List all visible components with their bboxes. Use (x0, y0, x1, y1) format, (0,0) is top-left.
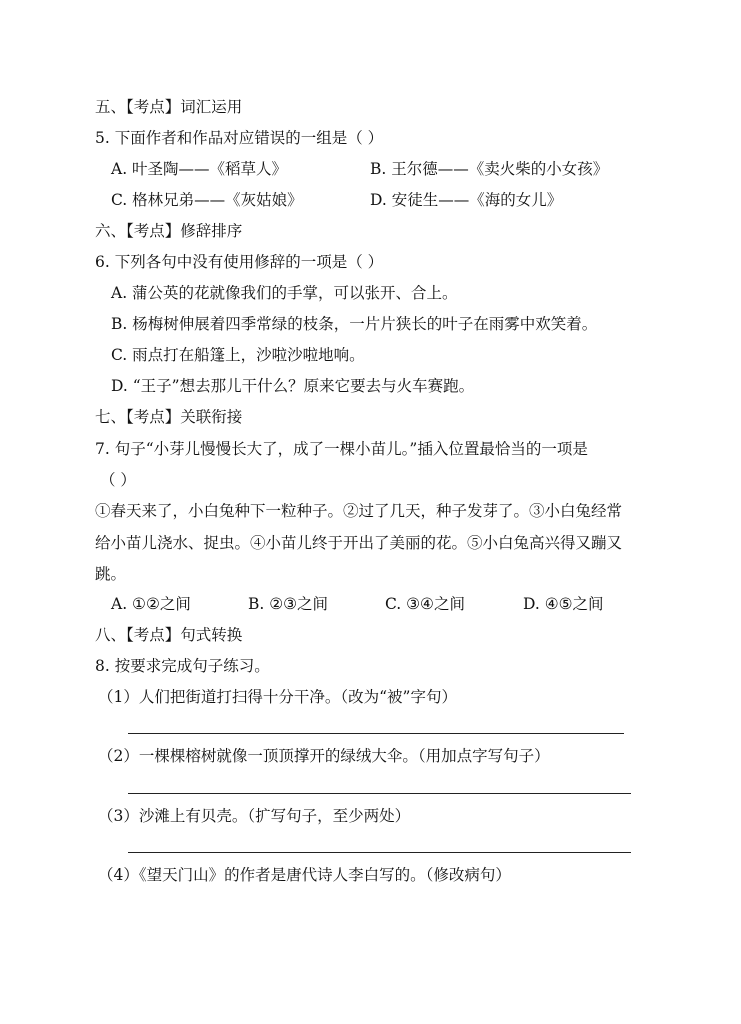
q7-option-c: C. ③④之间 (385, 595, 465, 613)
q8-answer-line-2[interactable] (128, 793, 631, 794)
section-heading-7: 七、【考点】关联衔接 (95, 408, 243, 426)
section-heading-6: 六、【考点】修辞排序 (95, 222, 243, 240)
question-8-stem: 8. 按要求完成句子练习。 (95, 657, 270, 675)
question-6-stem: 6. 下列各句中没有使用修辞的一项是（ ） (95, 253, 384, 271)
q6-option-a: A. 蒲公英的花就像我们的手掌，可以张开、合上。 (111, 284, 458, 302)
q5-option-b: B. 王尔德——《卖火柴的小女孩》 (370, 160, 609, 178)
q8-item-1: （1）人们把街道打扫得十分干净。（改为“被”字句） (98, 688, 457, 706)
q6-option-d: D. “王子”想去那儿干什么？原来它要去与火车赛跑。 (111, 377, 475, 395)
q8-item-2: （2）一棵棵榕树就像一顶顶撑开的绿绒大伞。（用加点字写句子） (98, 747, 550, 765)
q5-option-d: D. 安徒生——《海的女儿》 (370, 191, 563, 209)
q7-option-a: A. ①②之间 (111, 595, 191, 613)
q7-option-b: B. ②③之间 (248, 595, 329, 613)
q7-option-d: D. ④⑤之间 (523, 595, 604, 613)
q6-option-c: C. 雨点打在船篷上，沙啦沙啦地响。 (111, 346, 365, 364)
q7-passage-line-2: 给小苗儿浇水、捉虫。④小苗儿终于开出了美丽的花。⑤小白兔高兴得又蹦又 (95, 534, 623, 552)
q7-passage-line-3: 跳。 (95, 565, 127, 583)
q8-item-3: （3）沙滩上有贝壳。（扩写句子，至少两处） (98, 807, 411, 825)
section-heading-5: 五、【考点】词汇运用 (95, 98, 243, 116)
q8-answer-line-1[interactable] (128, 733, 624, 734)
section-heading-8: 八、【考点】句式转换 (95, 626, 243, 644)
q6-option-b: B. 杨梅树伸展着四季常绿的枝条，一片片狭长的叶子在雨雾中欢笑着。 (111, 315, 598, 333)
q5-option-c: C. 格林兄弟——《灰姑娘》 (111, 191, 303, 209)
q5-option-a: A. 叶圣陶——《稻草人》 (111, 160, 288, 178)
q8-answer-line-3[interactable] (128, 852, 631, 853)
question-7-stem: 7. 句子“小芽儿慢慢长大了，成了一棵小苗儿。”插入位置最恰当的一项是 (95, 440, 588, 458)
question-7-answer-bracket: （ ） (100, 471, 136, 489)
q8-item-4: （4）《望天门山》的作者是唐代诗人李白写的。（修改病句） (98, 866, 511, 884)
q7-passage-line-1: ①春天来了，小白兔种下一粒种子。②过了几天，种子发芽了。③小白兔经常 (95, 502, 623, 520)
question-5-stem: 5. 下面作者和作品对应错误的一组是（ ） (95, 129, 384, 147)
